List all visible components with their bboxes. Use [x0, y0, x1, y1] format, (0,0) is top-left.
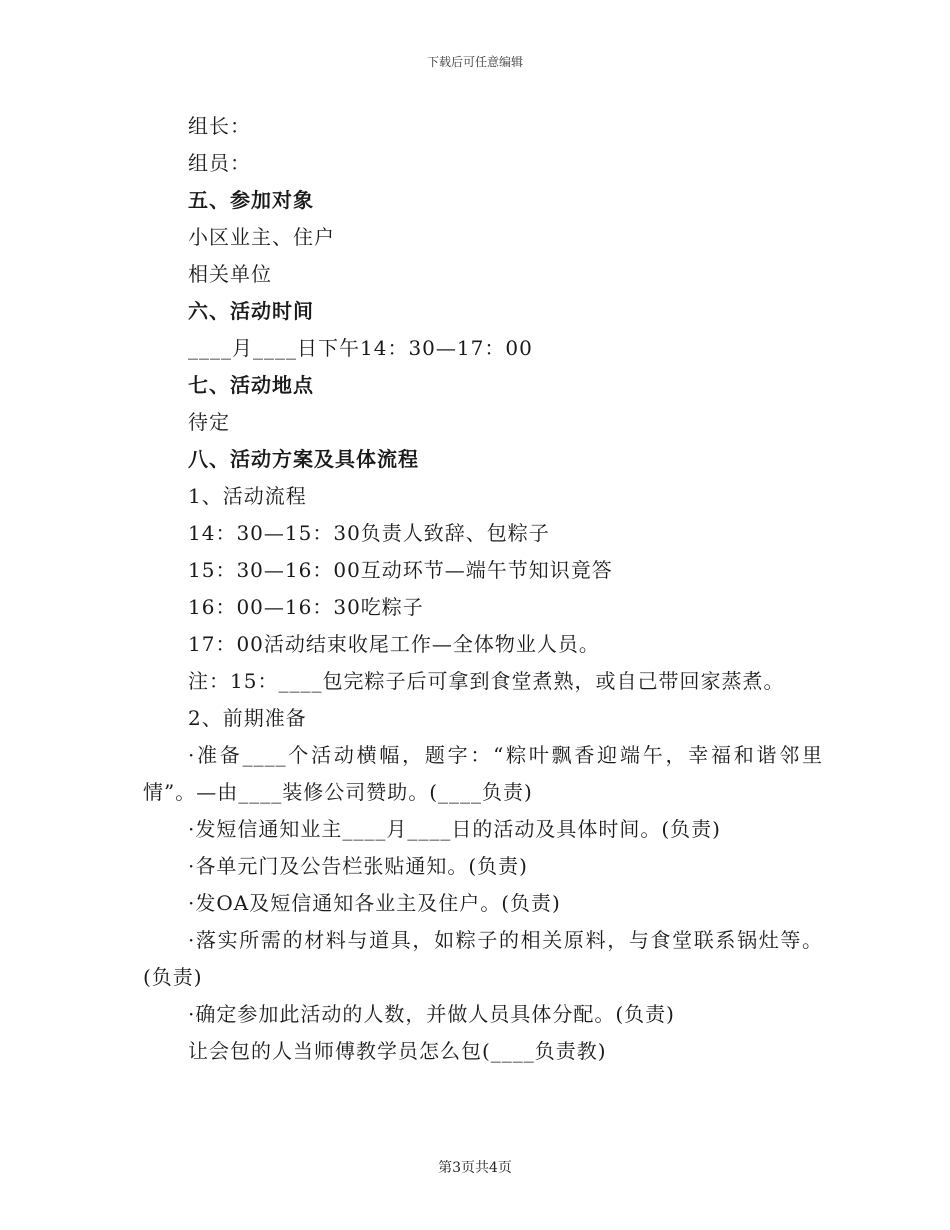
- section-heading-participants: 五、参加对象: [188, 188, 314, 212]
- member-line: 组员：: [188, 151, 251, 175]
- process-step: 17：00活动结束收尾工作—全体物业人员。: [188, 632, 600, 656]
- preparation-item: ·各单元门及公告栏张贴通知。(负责): [188, 854, 528, 878]
- document-body: [143, 108, 823, 1070]
- process-step: 15：30—16：00互动环节—端午节知识竟答: [188, 558, 613, 582]
- activity-time: ____月____日下午14：30—17：00: [188, 336, 533, 360]
- preparation-item: ·发短信通知业主____月____日的活动及具体时间。(负责): [188, 817, 721, 841]
- leader-line: 组长：: [188, 114, 251, 138]
- subsection-heading-preparation: 2、前期准备: [188, 706, 307, 730]
- process-note: 注：15：____包完粽子后可拿到食堂煮熟，或自己带回家蒸煮。: [188, 669, 785, 693]
- preparation-item: ·准备____个活动横幅，题字：“粽叶飘香迎端午，幸福和谐邻里情”。—由____装修公司赞助。(____负责): [143, 743, 823, 804]
- preparation-item: ·发OA及短信通知各业主及住户。(负责): [188, 891, 561, 915]
- activity-location: 待定: [188, 410, 230, 434]
- teaching-note: 让会包的人当师傅教学员怎么包(____负责教): [188, 1039, 607, 1063]
- process-step: 16：00—16：30吃粽子: [188, 595, 424, 619]
- subsection-heading-process: 1、活动流程: [188, 484, 307, 508]
- participant-item: 相关单位: [188, 262, 272, 286]
- page-header: 下载后可任意编辑: [426, 55, 523, 69]
- section-heading-plan: 八、活动方案及具体流程: [188, 447, 419, 471]
- page-footer: 第3页共4页: [438, 1160, 512, 1176]
- preparation-item: ·落实所需的材料与道具，如粽子的相关原料，与食堂联系锅灶等。(负责): [143, 928, 823, 989]
- process-step: 14：30—15：30负责人致辞、包粽子: [188, 521, 550, 545]
- participant-item: 小区业主、住户: [188, 225, 335, 249]
- section-heading-time: 六、活动时间: [188, 299, 314, 323]
- section-heading-location: 七、活动地点: [188, 373, 314, 397]
- preparation-item: ·确定参加此活动的人数，并做人员具体分配。(负责): [188, 1002, 675, 1026]
